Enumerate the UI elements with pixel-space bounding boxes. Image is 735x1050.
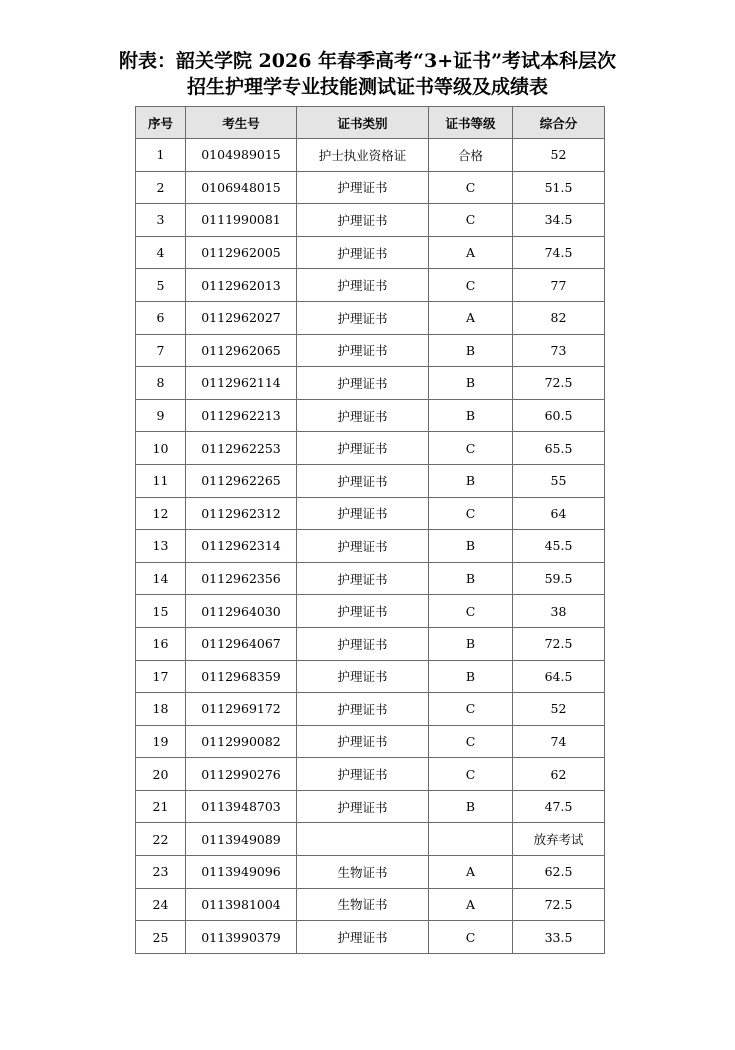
cell-total-score: 72.5 (513, 627, 605, 660)
cell-certificate-level: B (429, 464, 513, 497)
cell-certificate-category: 护理证书 (297, 921, 429, 954)
cell-certificate-category: 护理证书 (297, 497, 429, 530)
table-row (136, 562, 605, 595)
cell-total-score: 55 (513, 464, 605, 497)
cell-candidate-id: 0111990081 (186, 204, 297, 237)
cell-index: 2 (136, 171, 186, 204)
cell-certificate-category: 生物证书 (297, 888, 429, 921)
cell-total-score: 62 (513, 758, 605, 791)
table-body (136, 139, 605, 954)
cell-certificate-level: B (429, 334, 513, 367)
table-row (136, 823, 605, 856)
table-row (136, 204, 605, 237)
score-table (135, 106, 605, 954)
cell-index: 7 (136, 334, 186, 367)
cell-index: 21 (136, 790, 186, 823)
table-row (136, 139, 605, 172)
table-row (136, 236, 605, 269)
cell-certificate-category: 护理证书 (297, 432, 429, 465)
cell-certificate-level (429, 823, 513, 856)
table-row (136, 725, 605, 758)
cell-total-score: 45.5 (513, 530, 605, 563)
cell-total-score: 74 (513, 725, 605, 758)
cell-total-score: 59.5 (513, 562, 605, 595)
cell-index: 14 (136, 562, 186, 595)
cell-index: 10 (136, 432, 186, 465)
cell-certificate-level: C (429, 725, 513, 758)
cell-index: 13 (136, 530, 186, 563)
cell-total-score: 73 (513, 334, 605, 367)
cell-index: 9 (136, 399, 186, 432)
cell-certificate-category: 护理证书 (297, 399, 429, 432)
cell-certificate-category: 护理证书 (297, 171, 429, 204)
cell-candidate-id: 0112962065 (186, 334, 297, 367)
page-title-line-1: 附表：韶关学院 2026 年春季高考“3+证书”考试本科层次 (118, 50, 617, 72)
cell-candidate-id: 0113948703 (186, 790, 297, 823)
cell-candidate-id: 0112964067 (186, 627, 297, 660)
cell-total-score: 34.5 (513, 204, 605, 237)
cell-certificate-level: C (429, 595, 513, 628)
table-row (136, 399, 605, 432)
cell-certificate-level: A (429, 301, 513, 334)
cell-total-score: 62.5 (513, 856, 605, 889)
cell-certificate-level: B (429, 399, 513, 432)
header-certificate-level: 证书等级 (429, 107, 513, 139)
table-row (136, 432, 605, 465)
cell-index: 11 (136, 464, 186, 497)
cell-certificate-category: 护理证书 (297, 562, 429, 595)
cell-certificate-category: 护理证书 (297, 790, 429, 823)
cell-total-score: 52 (513, 139, 605, 172)
cell-certificate-level: B (429, 627, 513, 660)
cell-certificate-level: C (429, 921, 513, 954)
cell-index: 25 (136, 921, 186, 954)
cell-index: 22 (136, 823, 186, 856)
table-row (136, 888, 605, 921)
cell-candidate-id: 0112962265 (186, 464, 297, 497)
cell-index: 3 (136, 204, 186, 237)
cell-total-score: 38 (513, 595, 605, 628)
cell-certificate-level: C (429, 204, 513, 237)
table-row (136, 693, 605, 726)
cell-candidate-id: 0112962213 (186, 399, 297, 432)
cell-certificate-category: 护理证书 (297, 301, 429, 334)
cell-total-score: 65.5 (513, 432, 605, 465)
cell-certificate-level: B (429, 790, 513, 823)
header-total-score: 综合分 (513, 107, 605, 139)
cell-candidate-id: 0112964030 (186, 595, 297, 628)
cell-certificate-category: 护理证书 (297, 595, 429, 628)
cell-index: 19 (136, 725, 186, 758)
table-row (136, 367, 605, 400)
header-candidate-id: 考生号 (186, 107, 297, 139)
cell-index: 18 (136, 693, 186, 726)
cell-index: 5 (136, 269, 186, 302)
cell-candidate-id: 0113949089 (186, 823, 297, 856)
cell-certificate-category: 护理证书 (297, 758, 429, 791)
cell-index: 8 (136, 367, 186, 400)
cell-index: 24 (136, 888, 186, 921)
cell-candidate-id: 0112968359 (186, 660, 297, 693)
cell-total-score: 47.5 (513, 790, 605, 823)
cell-index: 15 (136, 595, 186, 628)
cell-certificate-level: B (429, 530, 513, 563)
cell-certificate-level: B (429, 367, 513, 400)
cell-total-score: 77 (513, 269, 605, 302)
cell-candidate-id: 0112962114 (186, 367, 297, 400)
cell-total-score: 64.5 (513, 660, 605, 693)
cell-candidate-id: 0112962013 (186, 269, 297, 302)
page-title-line-2: 招生护理学专业技能测试证书等级及成绩表 (186, 76, 548, 98)
table-row (136, 334, 605, 367)
cell-certificate-level: B (429, 660, 513, 693)
cell-candidate-id: 0113990379 (186, 921, 297, 954)
cell-candidate-id: 0112962356 (186, 562, 297, 595)
cell-total-score: 60.5 (513, 399, 605, 432)
table-row (136, 530, 605, 563)
cell-certificate-category: 生物证书 (297, 856, 429, 889)
cell-index: 6 (136, 301, 186, 334)
cell-certificate-category: 护理证书 (297, 530, 429, 563)
table-row (136, 497, 605, 530)
cell-certificate-level: C (429, 758, 513, 791)
cell-index: 20 (136, 758, 186, 791)
table-row (136, 464, 605, 497)
cell-total-score: 64 (513, 497, 605, 530)
table-row (136, 790, 605, 823)
cell-certificate-level: C (429, 269, 513, 302)
cell-certificate-level: C (429, 497, 513, 530)
cell-candidate-id: 0106948015 (186, 171, 297, 204)
table-row (136, 627, 605, 660)
cell-certificate-category: 护理证书 (297, 693, 429, 726)
cell-total-score: 82 (513, 301, 605, 334)
cell-certificate-category: 护理证书 (297, 367, 429, 400)
cell-total-score: 放弃考试 (513, 823, 605, 856)
cell-certificate-level: C (429, 171, 513, 204)
table-row (136, 856, 605, 889)
table-header (136, 107, 605, 139)
cell-certificate-category: 护理证书 (297, 236, 429, 269)
cell-total-score: 33.5 (513, 921, 605, 954)
cell-certificate-level: C (429, 693, 513, 726)
cell-certificate-category: 护理证书 (297, 334, 429, 367)
cell-candidate-id: 0104989015 (186, 139, 297, 172)
cell-total-score: 72.5 (513, 367, 605, 400)
cell-certificate-level: C (429, 432, 513, 465)
cell-candidate-id: 0112990276 (186, 758, 297, 791)
page-title (0, 48, 735, 100)
cell-candidate-id: 0112962312 (186, 497, 297, 530)
cell-certificate-level: 合格 (429, 139, 513, 172)
cell-candidate-id: 0112962314 (186, 530, 297, 563)
cell-certificate-category: 护理证书 (297, 464, 429, 497)
cell-certificate-category (297, 823, 429, 856)
table-row (136, 660, 605, 693)
table-row (136, 921, 605, 954)
cell-certificate-category: 护理证书 (297, 725, 429, 758)
cell-index: 16 (136, 627, 186, 660)
cell-certificate-level: B (429, 562, 513, 595)
cell-certificate-category: 护士执业资格证 (297, 139, 429, 172)
cell-index: 1 (136, 139, 186, 172)
table-row (136, 269, 605, 302)
header-certificate-category: 证书类别 (297, 107, 429, 139)
cell-certificate-category: 护理证书 (297, 269, 429, 302)
cell-candidate-id: 0113949096 (186, 856, 297, 889)
table-row (136, 758, 605, 791)
cell-index: 23 (136, 856, 186, 889)
cell-candidate-id: 0112962005 (186, 236, 297, 269)
cell-certificate-level: A (429, 236, 513, 269)
cell-certificate-level: A (429, 856, 513, 889)
cell-index: 4 (136, 236, 186, 269)
cell-candidate-id: 0112962027 (186, 301, 297, 334)
cell-total-score: 72.5 (513, 888, 605, 921)
table-row (136, 301, 605, 334)
cell-candidate-id: 0112990082 (186, 725, 297, 758)
cell-index: 17 (136, 660, 186, 693)
cell-certificate-level: A (429, 888, 513, 921)
cell-candidate-id: 0112969172 (186, 693, 297, 726)
cell-index: 12 (136, 497, 186, 530)
table-row (136, 171, 605, 204)
cell-certificate-category: 护理证书 (297, 660, 429, 693)
cell-candidate-id: 0112962253 (186, 432, 297, 465)
cell-total-score: 74.5 (513, 236, 605, 269)
header-index: 序号 (136, 107, 186, 139)
cell-total-score: 52 (513, 693, 605, 726)
cell-candidate-id: 0113981004 (186, 888, 297, 921)
cell-certificate-category: 护理证书 (297, 627, 429, 660)
table-row (136, 595, 605, 628)
cell-total-score: 51.5 (513, 171, 605, 204)
cell-certificate-category: 护理证书 (297, 204, 429, 237)
table-header-row (136, 107, 605, 139)
